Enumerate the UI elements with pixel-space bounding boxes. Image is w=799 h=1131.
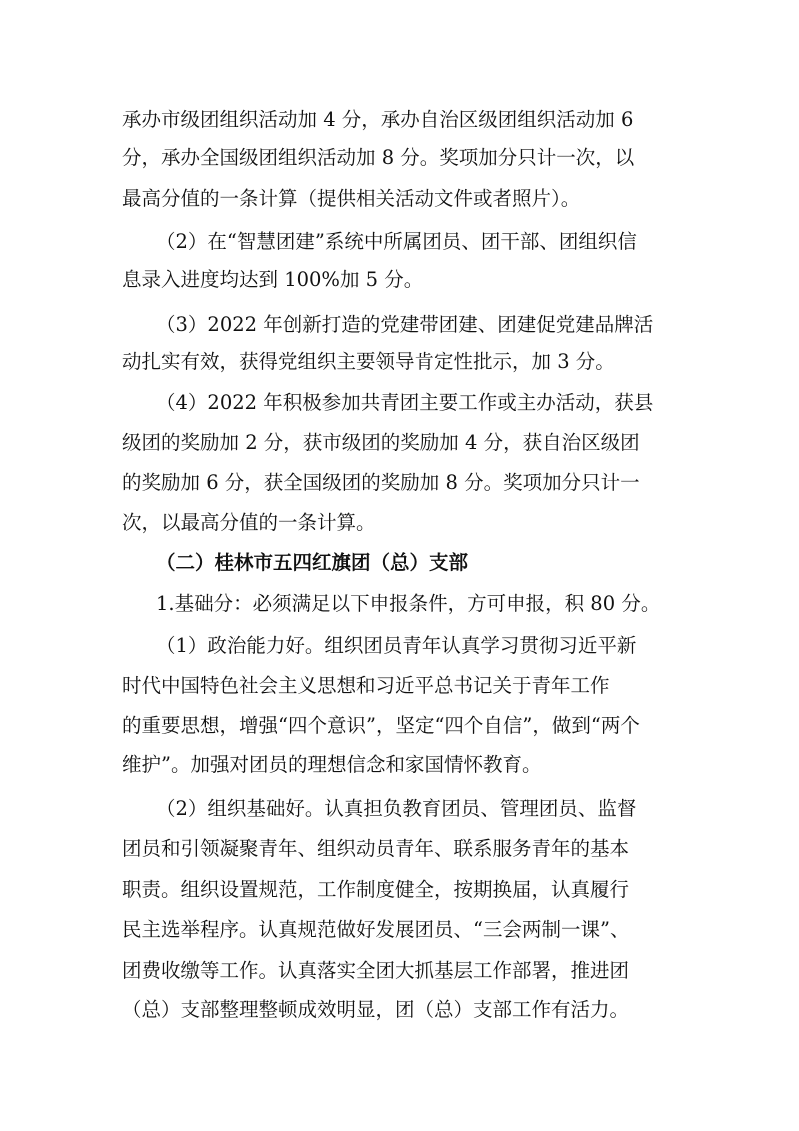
text-line-15: 时代中国特色社会主义思想和习近平总书记关于青年工作 <box>122 674 610 697</box>
text-line-4: （2）在“智慧团建”系统中所属团员、团干部、团组织信 <box>156 230 637 253</box>
text-line-11: 次，以最高分值的一条计算。 <box>122 511 376 534</box>
text-line-19: 团员和引领凝聚青年、组织动员青年、联系服务青年的基本 <box>122 837 630 860</box>
text-line-17: 维护”。加强对团员的理想信念和家国情怀教育。 <box>122 753 542 776</box>
text-line-6: （3）2022 年创新打造的党建带团建、团建促党建品牌活 <box>156 313 654 336</box>
text-line-23: （总）支部整理整顿成效明显，团（总）支部工作有活力。 <box>122 998 630 1021</box>
text-line-9: 级团的奖励加 2 分，获市级团的奖励加 4 分，获自治区级团 <box>122 431 640 454</box>
section-heading: （二）桂林市五四红旗团（总）支部 <box>156 551 469 574</box>
text-line-5: 息录入进度均达到 100%加 5 分。 <box>122 268 424 291</box>
text-line-2: 分，承办全国级团组织活动加 8 分。奖项加分只计一次，以 <box>122 146 635 169</box>
text-line-20: 职责。组织设置规范，工作制度健全，按期换届，认真履行 <box>122 878 630 901</box>
text-line-8: （4）2022 年积极参加共青团主要工作或主办活动，获县 <box>156 391 654 414</box>
text-line-16: 的重要思想，增强“四个意识”，坚定“四个自信”，做到“两个 <box>122 714 640 737</box>
text-line-14: （1）政治能力好。组织团员青年认真学习贯彻习近平新 <box>156 634 637 657</box>
text-line-22: 团费收缴等工作。认真落实全团大抓基层工作部署，推进团 <box>122 959 630 982</box>
text-line-10: 的奖励加 6 分，获全国级团的奖励加 8 分。奖项加分只计一 <box>122 471 640 494</box>
text-line-1: 承办市级团组织活动加 4 分，承办自治区级团组织活动加 6 <box>122 108 634 131</box>
text-line-13: 1.基础分：必须满足以下申报条件，方可申报，积 80 分。 <box>156 592 661 615</box>
text-line-3: 最高分值的一条计算（提供相关活动文件或者照片）。 <box>122 187 581 210</box>
text-line-21: 民主选举程序。认真规范做好发展团员、“三会两制一课”、 <box>122 918 630 941</box>
text-line-18: （2）组织基础好。认真担负教育团员、管理团员、监督 <box>156 797 637 820</box>
text-line-7: 动扎实有效，获得党组织主要领导肯定性批示，加 3 分。 <box>122 350 615 373</box>
